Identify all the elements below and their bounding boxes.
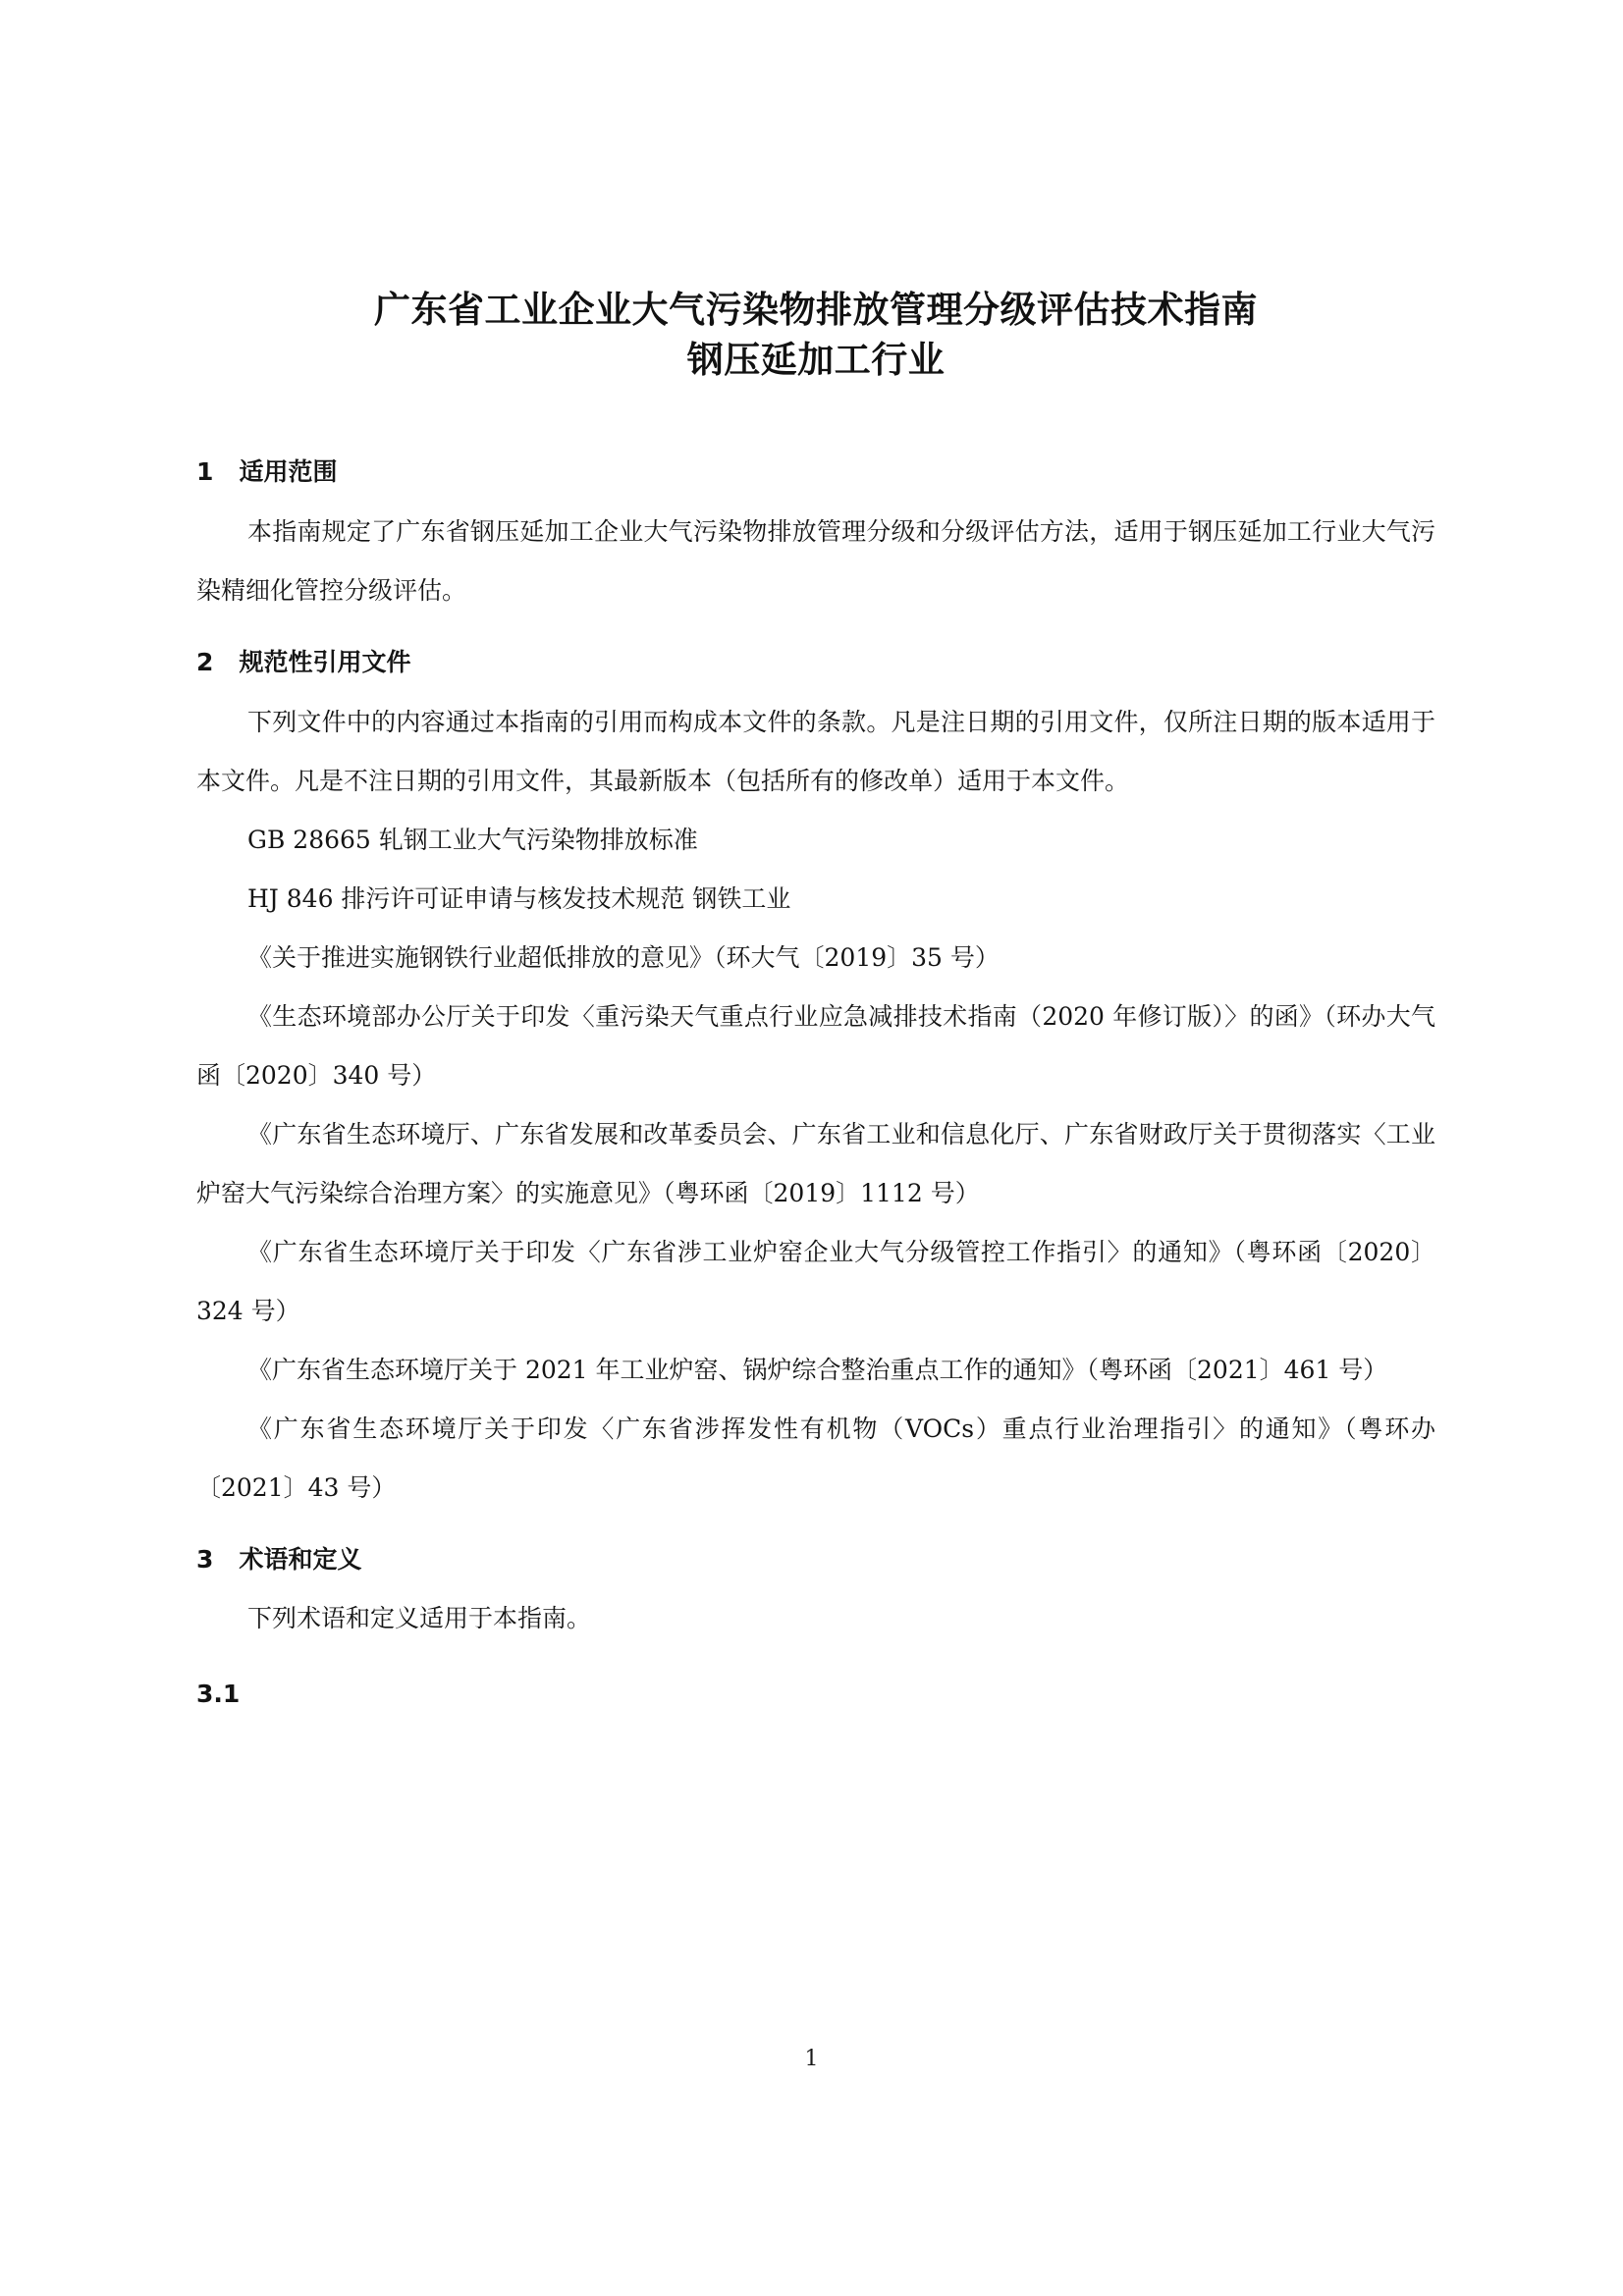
page-title [196, 285, 1435, 385]
reference-item: 《关于推进实施钢铁行业超低排放的意见》（环大气〔2019〕35 号） [247, 942, 1000, 972]
reference-item: 《广东省生态环境厅关于 2021 年工业炉窑、锅炉综合整治重点工作的通知》（粤环函〔2021〕461 号） [247, 1355, 1388, 1384]
heading-normative-references: 2 规范性引用文件 [196, 647, 411, 676]
reference-item: HJ 846 排污许可证申请与核发技术规范 钢铁工业 [247, 883, 791, 913]
heading-scope: 1 适用范围 [196, 457, 338, 487]
paragraph-normative-intro: 下列文件中的内容通过本指南的引用而构成本文件的条款。凡是注日期的引用文件，仅所注日期的版本适用于本文件。凡是不注日期的引用文件，其最新版本（包括所有的修改单）适用于本文件。 [196, 707, 1435, 795]
paragraph-scope: 本指南规定了广东省钢压延加工企业大气污染物排放管理分级和分级评估方法，适用于钢压延加工行业大气污染精细化管控分级评估。 [196, 516, 1435, 605]
heading-term-3-1: 3.1 [196, 1680, 241, 1709]
reference-item: 《广东省生态环境厅、广东省发展和改革委员会、广东省工业和信息化厅、广东省财政厅关于贯彻落实〈工业炉窑大气污染综合治理方案〉的实施意见》（粤环函〔2019〕1112 号） [196, 1119, 1435, 1207]
page-number: 1 [804, 2047, 819, 2071]
reference-item: 《广东省生态环境厅关于印发〈广东省涉工业炉窑企业大气分级管控工作指引〉的通知》（粤环函〔2020〕324 号） [196, 1237, 1435, 1325]
reference-item: 《生态环境部办公厅关于印发〈重污染天气重点行业应急减排技术指南（2020 年修订版）〉的函》（环办大气函〔2020〕340 号） [196, 1001, 1435, 1090]
title-line-2: 钢压延加工行业 [686, 339, 946, 382]
page-content [196, 0, 1435, 1711]
heading-terms-and-definitions: 3 术语和定义 [196, 1544, 362, 1574]
title-line-1: 广东省工业企业大气污染物排放管理分级评估技术指南 [374, 289, 1258, 331]
reference-item: 《广东省生态环境厅关于印发〈广东省涉挥发性有机物（VOCs）重点行业治理指引〉的通知》（粤环办〔2021〕43 号） [196, 1414, 1435, 1502]
reference-item: GB 28665 轧钢工业大气污染物排放标准 [247, 825, 698, 854]
paragraph-terms-intro: 下列术语和定义适用于本指南。 [247, 1604, 592, 1633]
